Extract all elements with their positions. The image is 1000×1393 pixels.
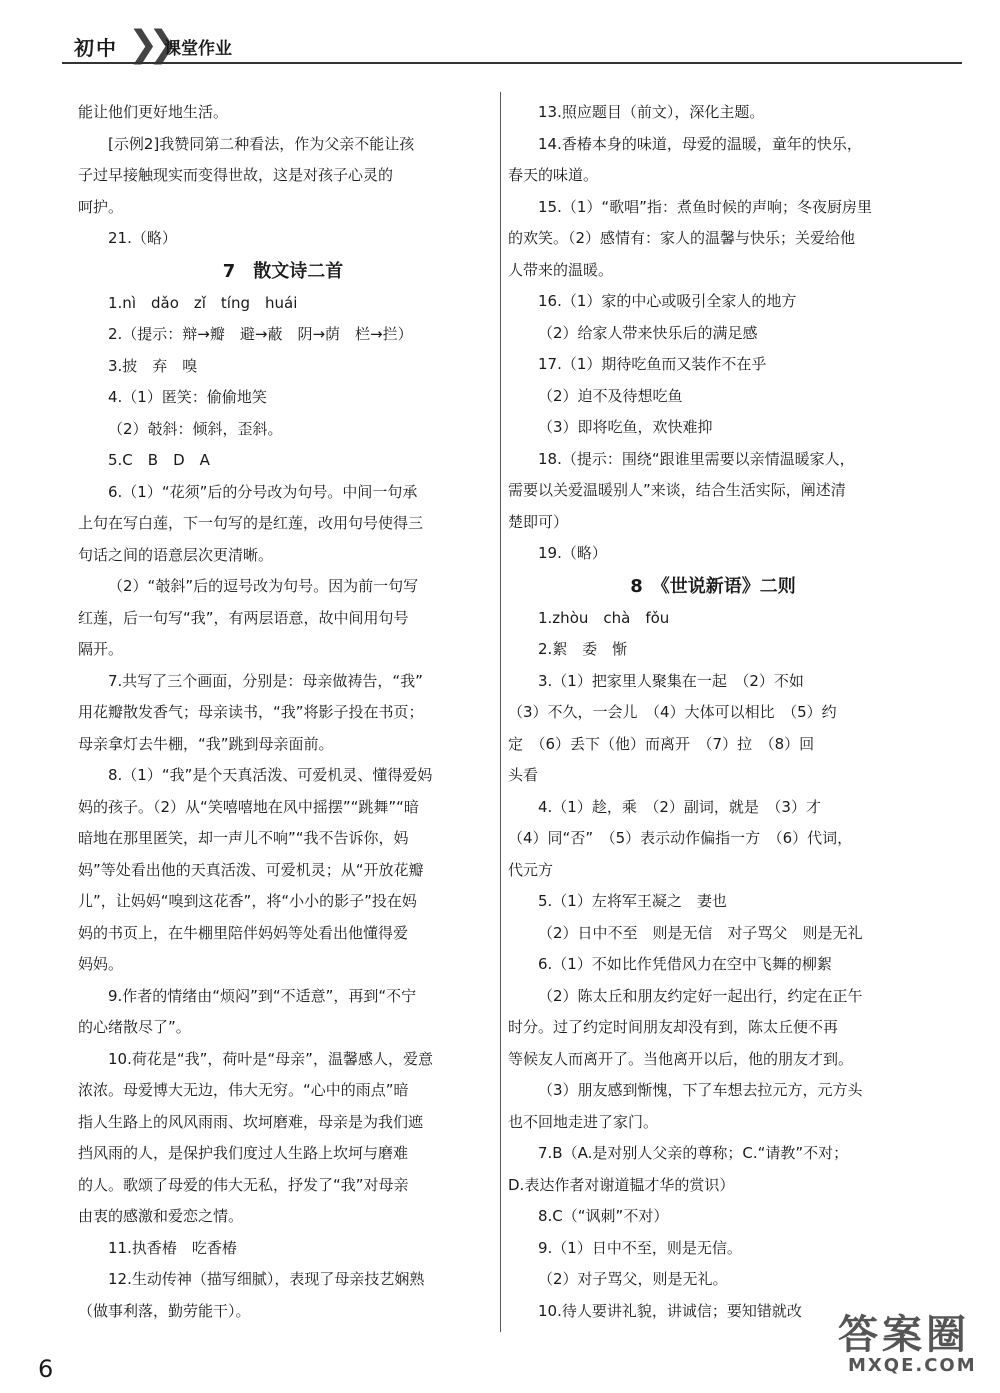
double-chevron-icon: ❯❯ xyxy=(128,24,169,65)
text-line: 儿”，让妈妈“嗅到这花香”，将“小小的影子”投在妈 xyxy=(78,892,417,910)
text-line: 1.zhòu chà fǒu xyxy=(538,608,670,627)
text-line: 子过早接触现实而变得世故，这是对孩子心灵的 xyxy=(78,166,394,184)
text-line: 2.（提示：辩→瓣 避→蔽 阴→荫 栏→拦） xyxy=(108,325,413,343)
text-line: 呵护。 xyxy=(78,197,124,216)
text-line: 4.（1）匿笑：偷偷地笑 xyxy=(108,388,267,406)
text-line: 需要以关爱温暖别人”来谈，结合生活实际，阐述清 xyxy=(508,481,846,499)
text-line: （2）陈太丘和朋友约定好一起出行，约定在正午 xyxy=(538,986,863,1005)
text-line: （3）朋友感到惭愧，下了车想去拉元方，元方头 xyxy=(538,1081,863,1099)
text-line: 16.（1）家的中心或吸引全家人的地方 xyxy=(538,292,797,310)
text-line: 红莲，后一句写“我”，有两层语意，故中间用句号 xyxy=(78,608,409,627)
text-line: 17.（1）期待吃鱼而又装作不在乎 xyxy=(538,355,767,373)
text-line: 能让他们更好地生活。 xyxy=(78,103,229,121)
text-line: 母亲拿灯去牛棚，“我”跳到母亲面前。 xyxy=(78,734,334,753)
text-line: 浓浓。母爱博大无边，伟大无穷。“心中的雨点”暗 xyxy=(78,1081,409,1099)
text-line: 人带来的温暖。 xyxy=(508,260,614,279)
text-line: 6.（1）不如比作凭借风力在空中飞舞的柳絮 xyxy=(538,955,832,973)
text-line: 妈”等处看出他的天真活泼、可爱机灵；从“开放花瓣 xyxy=(78,860,424,879)
section-title: 8 《世说新语》二则 xyxy=(630,575,796,597)
text-line: 定 （6）丢下（他）而离开 （7）拉 （8）回 xyxy=(508,734,815,753)
text-line: 7.B（A.是对别人父亲的尊称；C.“请教”不对； xyxy=(538,1144,849,1162)
text-line: 的欢笑。（2）感情有：家人的温馨与快乐；关爱给他 xyxy=(508,229,856,247)
right-column xyxy=(508,97,918,1327)
text-line: 1.nì dǎo zǐ tíng huái xyxy=(108,293,298,312)
text-line: 指人生路上的风风雨雨、坎坷磨难，母亲是为我们遮 xyxy=(78,1112,424,1131)
text-line: （2）攲斜：倾斜，歪斜。 xyxy=(108,419,283,438)
page-number: 6 xyxy=(38,1355,54,1383)
text-line: 等候友人而离开了。当他离开以后，他的朋友才到。 xyxy=(508,1049,854,1068)
text-line: （2）迫不及待想吃鱼 xyxy=(538,386,683,405)
text-line: （3）即将吃鱼，欢快难抑 xyxy=(538,418,713,436)
text-line: 2.絮 委 惭 xyxy=(538,640,628,658)
text-line: 用花瓣散发香气；母亲读书，“我”将影子投在书页； xyxy=(78,703,424,721)
text-line: 3.披 弃 嗅 xyxy=(108,356,198,375)
text-line: （3）不久，一会儿 （4）大体可以相比 （5）约 xyxy=(508,703,837,721)
text-line: 暗地在那里匿笑，却一声儿不响”“我不告诉你，妈 xyxy=(78,829,409,847)
text-line: 10.待人要讲礼貌，讲诚信；要知错就改 xyxy=(538,1301,802,1320)
watermark-logo xyxy=(838,1303,988,1383)
text-line: 也不回地走进了家门。 xyxy=(508,1112,659,1131)
header-rule xyxy=(62,62,962,64)
column-divider xyxy=(500,92,501,1332)
text-line: 8.C（“讽刺”不对） xyxy=(538,1207,669,1225)
text-line: 春天的味道。 xyxy=(508,166,599,184)
text-line: 代元方 xyxy=(508,860,554,879)
text-line: （2）日中不至 则是无信 对子骂父 则是无礼 xyxy=(538,923,863,942)
text-line: （4）同“否” （5）表示动作偏指一方 （6）代词， xyxy=(508,829,853,847)
text-line: 头看 xyxy=(508,766,539,784)
text-line: （2）对子骂父，则是无礼。 xyxy=(538,1270,728,1288)
text-line: 5.C B D A xyxy=(108,451,210,469)
text-line: 6.（1）“花须”后的分号改为句号。中间一句承 xyxy=(108,482,418,501)
text-line: 5.（1）左将军王凝之 妻也 xyxy=(538,892,727,910)
text-line: 的心绪散尽了”。 xyxy=(78,1018,191,1036)
text-line: 12.生动传神（描写细腻），表现了母亲技艺娴熟 xyxy=(108,1270,425,1288)
text-line: 8.（1）“我”是个天真活泼、可爱机灵、懂得爱妈 xyxy=(108,766,433,784)
grade-label: 初中 xyxy=(74,36,118,60)
text-line: 4.（1）趁，乘 （2）副词，就是 （3）才 xyxy=(538,797,821,816)
page-header xyxy=(62,20,962,70)
text-line: 15.（1）“歌唱”指：煮鱼时候的声响；冬夜厨房里 xyxy=(538,197,872,216)
text-line: 19.（略） xyxy=(538,544,607,562)
text-line: 句话之间的语意层次更清晰。 xyxy=(78,545,274,564)
text-line: （2）给家人带来快乐后的满足感 xyxy=(538,323,758,342)
text-line: 的人。歌颂了母爱的伟大无私，抒发了“我”对母亲 xyxy=(78,1175,409,1194)
text-line: 11.执香椿 吃香椿 xyxy=(108,1238,237,1257)
text-line: [示例2]我赞同第二种看法，作为父亲不能让孩 xyxy=(108,134,415,153)
text-line: 时分。过了约定时间朋友却没有到，陈太丘便不再 xyxy=(508,1018,839,1036)
text-line: 由衷的感激和爱恋之情。 xyxy=(78,1207,244,1225)
text-line: D.表达作者对谢道韫才华的赏识） xyxy=(508,1175,735,1194)
text-line: 14.香椿本身的味道，母爱的温暖，童年的快乐， xyxy=(538,134,862,153)
text-line: 21.（略） xyxy=(108,229,177,247)
text-line: 3.（1）把家里人聚集在一起 （2）不如 xyxy=(538,671,804,690)
text-line: 9.（1）日中不至，则是无信。 xyxy=(538,1238,742,1257)
text-line: 10.荷花是“我”，荷叶是“母亲”，温馨感人，爱意 xyxy=(108,1049,433,1068)
text-line: 挡风雨的人，是保护我们度过人生路上坎坷与磨难 xyxy=(78,1144,409,1162)
watermark-text: 答案圈 xyxy=(838,1312,970,1358)
text-line: 上句在写白莲，下一句写的是红莲，改用句号使得三 xyxy=(78,514,424,532)
text-line: 隔开。 xyxy=(78,640,124,658)
text-line: 13.照应题目（前文），深化主题。 xyxy=(538,103,765,121)
text-line: 妈的孩子。（2）从“笑嘻嘻地在风中摇摆”“跳舞”“暗 xyxy=(78,797,419,816)
text-line: 妈的书页上，在牛棚里陪伴妈妈等处看出他懂得爱 xyxy=(78,923,409,942)
watermark-url: MXQE.COM xyxy=(848,1355,977,1376)
left-column xyxy=(78,97,488,1327)
text-line: 9.作者的情绪由“烦闷”到“不适意”，再到“不宁 xyxy=(108,986,417,1005)
text-line: （做事利落，勤劳能干）。 xyxy=(78,1301,251,1320)
text-line: 楚即可） xyxy=(508,512,569,531)
book-title: 课堂作业 xyxy=(164,39,232,59)
text-line: 7.共写了三个画面，分别是：母亲做祷告，“我” xyxy=(108,671,423,690)
text-line: 18.（提示：围绕“跟谁里需要以亲情温暖家人， xyxy=(538,449,855,468)
text-line: 妈妈。 xyxy=(78,955,124,973)
text-line: （2）“攲斜”后的逗号改为句号。因为前一句写 xyxy=(108,577,419,595)
section-title: 7 散文诗二首 xyxy=(222,260,344,282)
